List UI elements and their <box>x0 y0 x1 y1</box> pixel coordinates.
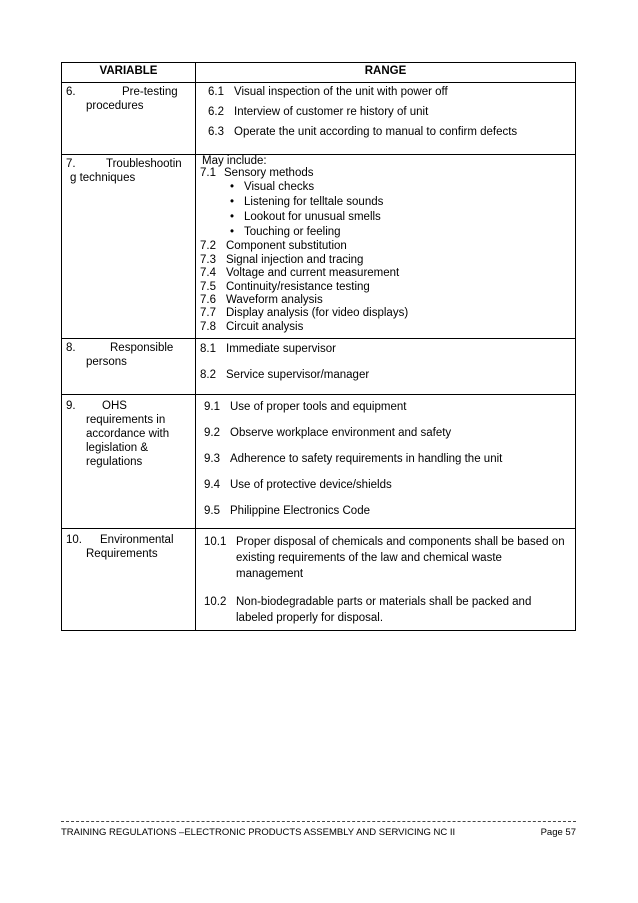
range-item: 6.1 Visual inspection of the unit with power off <box>208 86 448 98</box>
range-intro: May include: <box>202 155 267 167</box>
variable-cell <box>62 83 196 155</box>
range-item: 9.1 Use of proper tools and equipment <box>204 401 407 414</box>
variable-cell <box>62 529 196 631</box>
range-cell <box>196 529 576 631</box>
variable-name: Pre-testing <box>122 86 178 98</box>
variable-name-cont: accordance with <box>86 428 170 441</box>
variable-name-cont: persons <box>86 356 127 369</box>
header-range: RANGE <box>196 63 576 83</box>
range-item: 7.2 Component substitution <box>200 240 347 253</box>
variable-cell <box>62 155 196 339</box>
variable-number: 7. <box>66 158 76 170</box>
table-row <box>62 529 576 631</box>
bullet-item: • Lookout for unusual smells <box>230 211 381 224</box>
variable-name: Troubleshootin <box>106 158 182 170</box>
range-item: 7.4 Voltage and current measurement <box>200 267 400 280</box>
range-item: 6.3 Operate the unit according to manual to confirm defects <box>208 126 518 138</box>
variable-name-cont: regulations <box>86 456 143 469</box>
table-row <box>62 83 576 155</box>
range-item: 7.1 Sensory methods <box>200 167 314 179</box>
header-variable: VARIABLE <box>62 63 196 83</box>
variable-name-cont: legislation & <box>86 442 149 455</box>
range-item: 7.8 Circuit analysis <box>200 320 304 333</box>
bullet-item: • Touching or feeling <box>230 226 341 239</box>
variable-name: Environmental <box>100 534 174 547</box>
table-header <box>62 63 576 83</box>
bullet-item: • Visual checks <box>230 181 315 194</box>
range-item: 9.3 Adherence to safety requirements in handling the unit <box>204 453 503 466</box>
variable-cell <box>62 395 196 529</box>
variable-name-cont: g techniques <box>70 172 136 184</box>
variable-cell <box>62 339 196 395</box>
bullet-icon: • <box>230 196 235 209</box>
footer-title: TRAINING REGULATIONS –ELECTRONIC PRODUCTS ASSEMBLY AND SERVICING NC II <box>61 827 456 838</box>
range-item: 7.7 Display analysis (for video displays) <box>200 307 409 320</box>
page-footer <box>61 827 576 838</box>
bullet-icon: • <box>230 211 235 224</box>
variable-number: 8. <box>66 342 76 355</box>
page-number: Page 57 <box>540 827 576 838</box>
range-cell <box>196 155 576 339</box>
range-item: 9.4 Use of protective device/shields <box>204 479 392 492</box>
range-item: 7.5 Continuity/resistance testing <box>200 280 370 293</box>
range-item: 7.3 Signal injection and tracing <box>200 253 364 266</box>
range-item: 6.2 Interview of customer re history of unit <box>208 106 429 118</box>
range-cell <box>196 83 576 155</box>
range-cell <box>196 339 576 395</box>
range-item: 9.2 Observe workplace environment and safety <box>204 427 452 440</box>
table-row <box>62 395 576 529</box>
variable-number: 6. <box>66 86 76 98</box>
bullet-icon: • <box>230 181 235 194</box>
range-item: 9.5 Philippine Electronics Code <box>204 505 370 518</box>
range-table <box>61 62 576 631</box>
footer-divider <box>61 821 576 822</box>
range-item: 10.1 Proper disposal of chemicals and components shall be based on existing requirements of the law and chemical waste management <box>204 536 565 581</box>
variable-number: 10. <box>66 534 82 547</box>
bullet-item: • Listening for telltale sounds <box>230 196 384 209</box>
variable-name-cont: requirements in <box>86 414 166 427</box>
table-row <box>62 155 576 339</box>
range-item: 7.6 Waveform analysis <box>200 294 323 307</box>
variable-name-cont: Requirements <box>86 548 158 561</box>
range-item: 8.1 Immediate supervisor <box>200 343 336 356</box>
variable-number: 9. <box>66 400 76 413</box>
table-row <box>62 339 576 395</box>
variable-name-cont: procedures <box>86 100 144 112</box>
variable-name: Responsible <box>110 342 174 355</box>
variable-name: OHS <box>102 400 127 413</box>
range-cell <box>196 395 576 529</box>
bullet-icon: • <box>230 226 235 239</box>
range-item: 8.2 Service supervisor/manager <box>200 369 370 382</box>
range-item: 10.2 Non-biodegradable parts or materials shall be packed and labeled properly for disposal. <box>204 596 532 625</box>
